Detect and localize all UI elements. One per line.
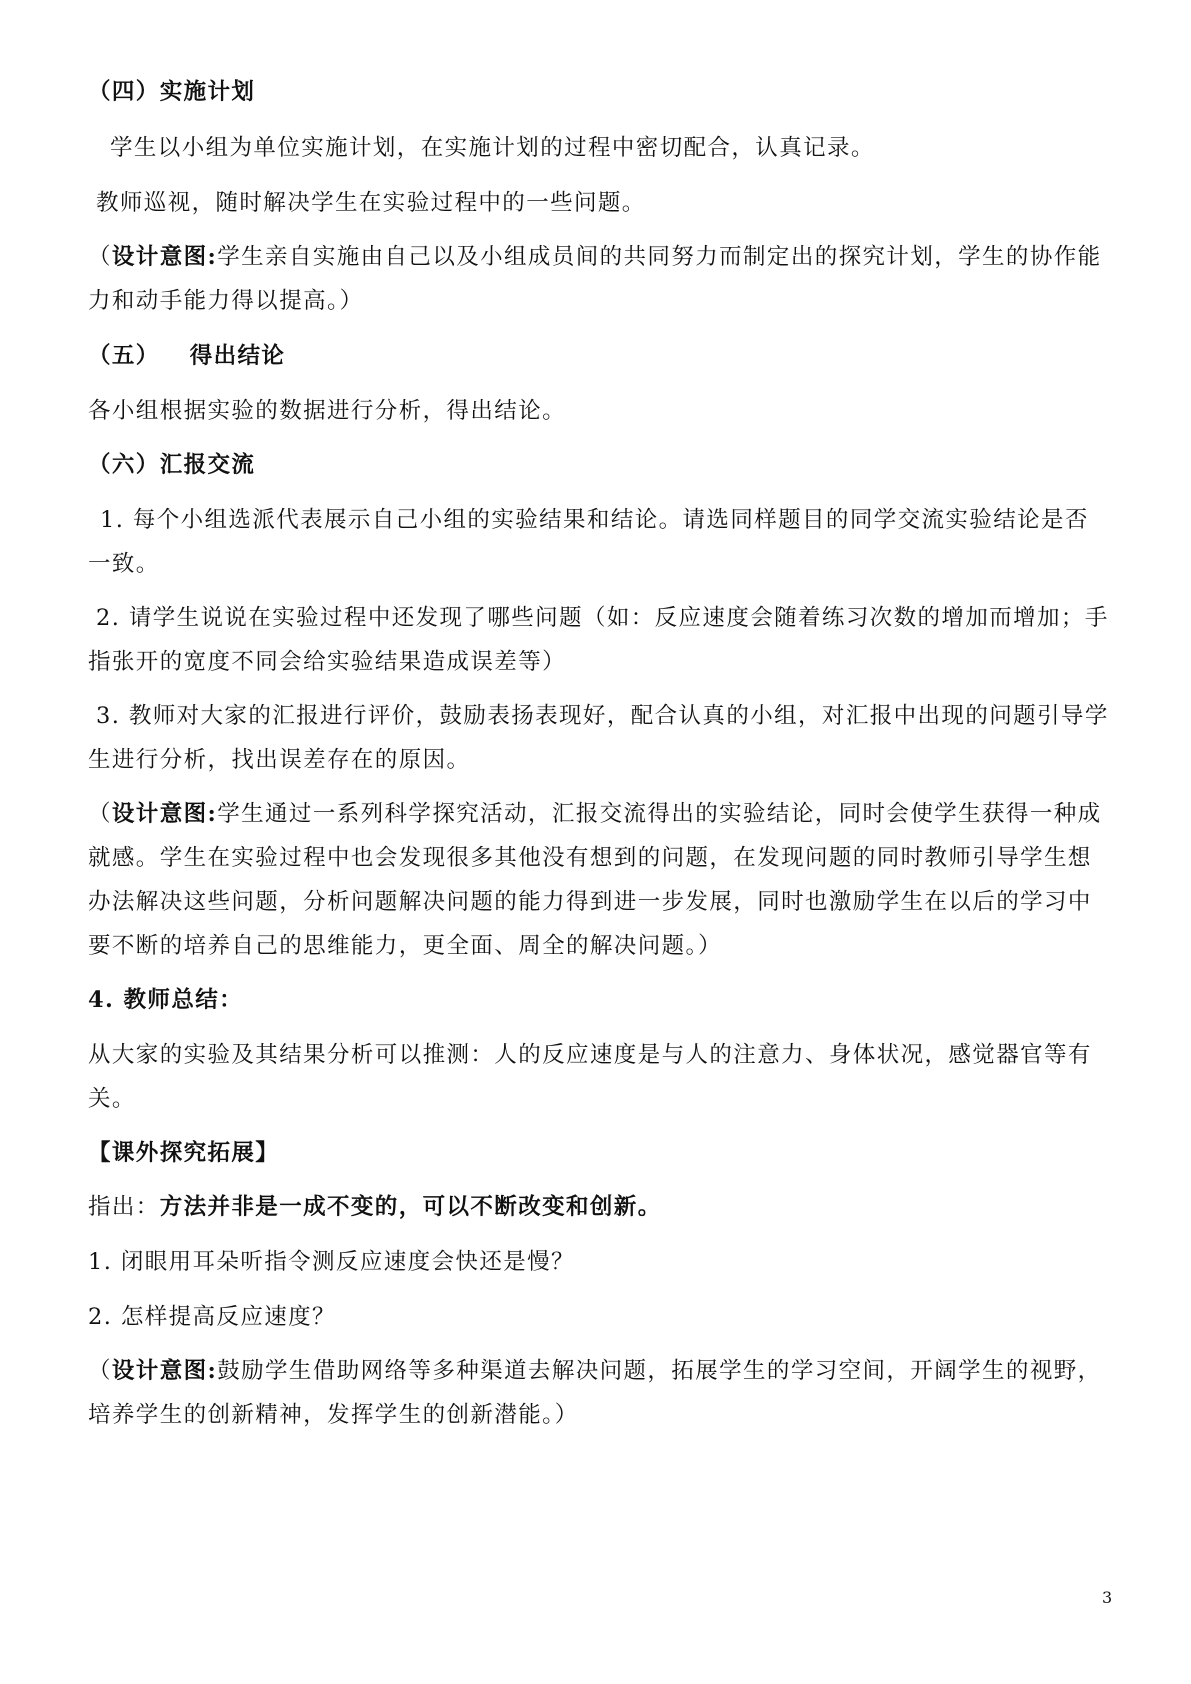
- design-intent-label: 设计意图:: [111, 801, 218, 827]
- extension-point: 指出：方法并非是一成不变的，可以不断改变和创新。: [88, 1194, 662, 1220]
- design-intent-3-line-1: （设计意图:鼓励学生借助网络等多种渠道去解决问题，拓展学生的学习空间，开阔学生的视野，: [88, 1358, 1102, 1384]
- list-item-2-line-1: 2. 请学生说说在实验过程中还发现了哪些问题（如：反应速度会随着练习次数的增加而增加；手: [96, 605, 1109, 631]
- paragraph: 学生以小组为单位实施计划，在实施计划的过程中密切配合，认真记录。: [110, 135, 875, 161]
- section-heading-6: （六）汇报交流: [88, 452, 256, 478]
- design-intent-2-line-3: 办法解决这些问题，分析问题解决问题的能力得到进一步发展，同时也激励学生在以后的学习中: [88, 889, 1092, 915]
- design-intent-label: 设计意图:: [111, 1358, 218, 1384]
- design-intent-1-line-2: 力和动手能力得以提高。）: [88, 288, 364, 314]
- design-intent-2-line-1: （设计意图:学生通过一系列科学探究活动，汇报交流得出的实验结论，同时会使学生获得一种成: [88, 801, 1102, 827]
- design-intent-3-line-2: 培养学生的创新精神，发挥学生的创新潜能。）: [88, 1402, 579, 1428]
- paragraph: 各小组根据实验的数据进行分析，得出结论。: [88, 398, 567, 424]
- design-intent-label: 设计意图:: [111, 244, 218, 270]
- extension-heading: 【课外探究拓展】: [88, 1140, 280, 1166]
- list-item-2-line-2: 指张开的宽度不同会给实验结果造成误差等）: [88, 649, 567, 675]
- paragraph: 教师巡视，随时解决学生在实验过程中的一些问题。: [96, 190, 646, 216]
- list-item-3-line-2: 生进行分析，找出误差存在的原因。: [88, 747, 471, 773]
- extension-question-1: 1. 闭眼用耳朵听指令测反应速度会快还是慢？: [88, 1249, 575, 1275]
- summary-line-2: 关。: [88, 1086, 136, 1112]
- list-item-1-line-1: 1. 每个小组选派代表展示自己小组的实验结果和结论。请选同样题目的同学交流实验结论是否: [100, 507, 1089, 533]
- list-item-3-line-1: 3. 教师对大家的汇报进行评价，鼓励表扬表现好，配合认真的小组，对汇报中出现的问题引导学: [96, 703, 1109, 729]
- design-intent-2-line-4: 要不断的培养自己的思维能力，更全面、周全的解决问题。）: [88, 933, 723, 959]
- summary-line-1: 从大家的实验及其结果分析可以推测：人的反应速度是与人的注意力、身体状况，感觉器官等有: [88, 1042, 1092, 1068]
- page-number: 3: [1102, 1588, 1113, 1607]
- section-heading-5: （五） 得出结论: [88, 343, 286, 369]
- extension-question-2: 2. 怎样提高反应速度？: [88, 1304, 336, 1330]
- summary-heading: 4. 教师总结：: [88, 987, 244, 1013]
- list-item-1-line-2: 一致。: [88, 551, 160, 577]
- design-intent-2-line-2: 就感。学生在实验过程中也会发现很多其他没有想到的问题，在发现问题的同时教师引导学生想: [88, 845, 1092, 871]
- section-heading-4: （四）实施计划: [88, 79, 256, 105]
- design-intent-1-line-1: （设计意图:学生亲自实施由自己以及小组成员间的共同努力而制定出的探究计划，学生的协作能: [88, 244, 1102, 270]
